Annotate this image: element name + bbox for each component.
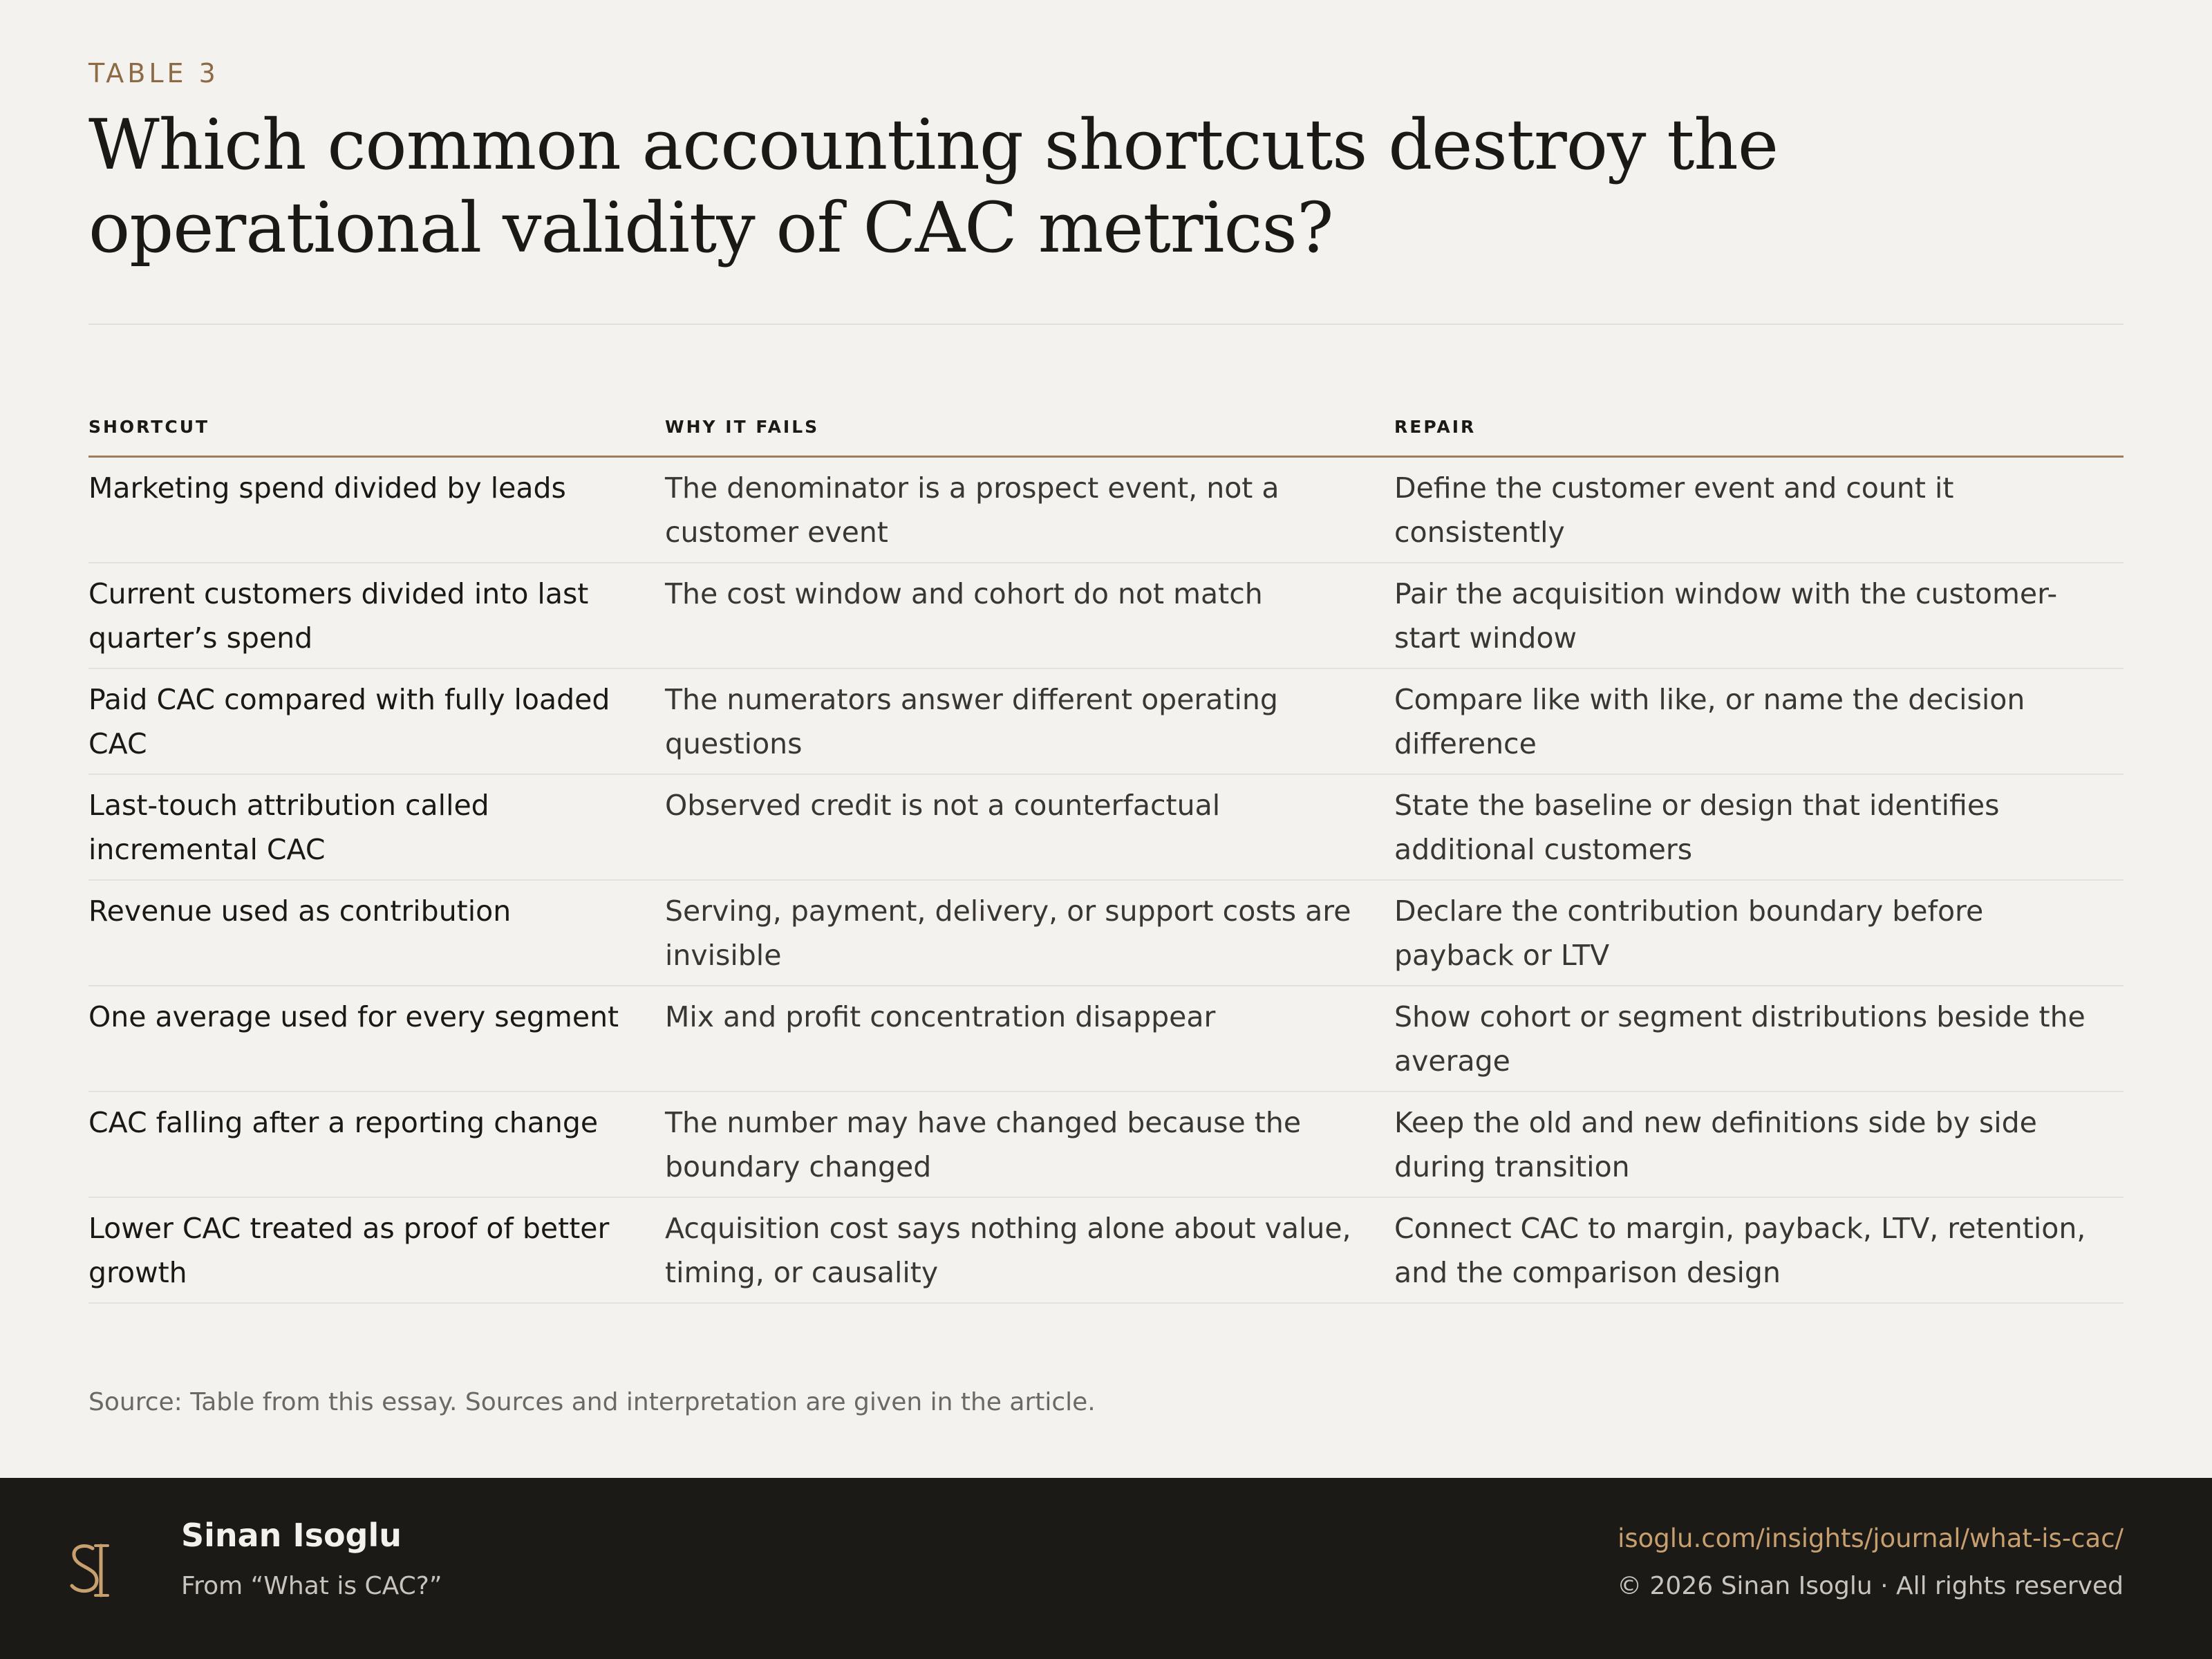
cell-why-it-fails: Serving, payment, delivery, or support costs are invisible (665, 894, 1351, 972)
table-row (88, 458, 2124, 563)
table-label: TABLE 3 (88, 58, 219, 88)
cell-repair: Keep the old and new definitions side by side during transition (1394, 1106, 2037, 1183)
cell-repair: State the baseline or design that identifies additional customers (1394, 789, 2000, 866)
page-title: Which common accounting shortcuts destroy the operational validity of CAC metrics? (88, 104, 1779, 268)
si-monogram-icon (64, 1539, 119, 1601)
cell-repair: Connect CAC to margin, payback, LTV, retention, and the comparison design (1394, 1212, 2086, 1289)
cell-why-it-fails: The number may have changed because the boundary changed (665, 1106, 1302, 1183)
table-row (88, 563, 2124, 669)
copyright-notice: © 2026 Sinan Isoglu · All rights reserved (1617, 1572, 2124, 1600)
table-header (88, 415, 2124, 458)
cell-repair: Define the customer event and count it consistently (1394, 471, 1954, 549)
cell-shortcut: Current customers divided into last quarter’s spend (88, 577, 589, 655)
cell-shortcut: CAC falling after a reporting change (88, 1106, 599, 1139)
cell-shortcut: One average used for every segment (88, 1000, 619, 1033)
cell-repair: Compare like with like, or name the decision difference (1394, 683, 2025, 760)
cell-why-it-fails: Observed credit is not a counterfactual (665, 789, 1221, 822)
cell-why-it-fails: The denominator is a prospect event, not a customer event (665, 471, 1280, 549)
shortcuts-table (88, 415, 2124, 1304)
cell-shortcut: Marketing spend divided by leads (88, 471, 566, 505)
table-row (88, 775, 2124, 881)
footer (0, 1478, 2212, 1659)
author-name: Sinan Isoglu (181, 1517, 402, 1554)
article-link[interactable]: isoglu.com/insights/journal/what-is-cac/ (1618, 1524, 2124, 1553)
cell-repair: Declare the contribution boundary before payback or LTV (1394, 894, 1984, 972)
source-note: Source: Table from this essay. Sources and interpretation are given in the article. (88, 1388, 1096, 1416)
title-divider (88, 324, 2124, 325)
cell-shortcut: Revenue used as contribution (88, 894, 512, 928)
article-source: From “What is CAC?” (181, 1572, 442, 1600)
table-row (88, 881, 2124, 986)
cell-repair: Pair the acquisition window with the customer-start window (1394, 577, 2058, 655)
column-header-shortcut: SHORTCUT (88, 417, 210, 437)
column-header-why-it-fails: WHY IT FAILS (665, 417, 820, 437)
cell-why-it-fails: Acquisition cost says nothing alone about value, timing, or causality (665, 1212, 1351, 1289)
column-header-repair: REPAIR (1394, 417, 1477, 437)
cell-why-it-fails: Mix and profit concentration disappear (665, 1000, 1216, 1033)
cell-why-it-fails: The numerators answer different operating questions (665, 683, 1278, 760)
table-row (88, 1092, 2124, 1198)
table-row (88, 1198, 2124, 1304)
cell-shortcut: Lower CAC treated as proof of better growth (88, 1212, 610, 1289)
cell-repair: Show cohort or segment distributions beside the average (1394, 1000, 2086, 1078)
table-row (88, 986, 2124, 1092)
cell-shortcut: Last-touch attribution called incremental CAC (88, 789, 489, 866)
cell-shortcut: Paid CAC compared with fully loaded CAC (88, 683, 610, 760)
cell-why-it-fails: The cost window and cohort do not match (665, 577, 1263, 610)
table-row (88, 669, 2124, 775)
